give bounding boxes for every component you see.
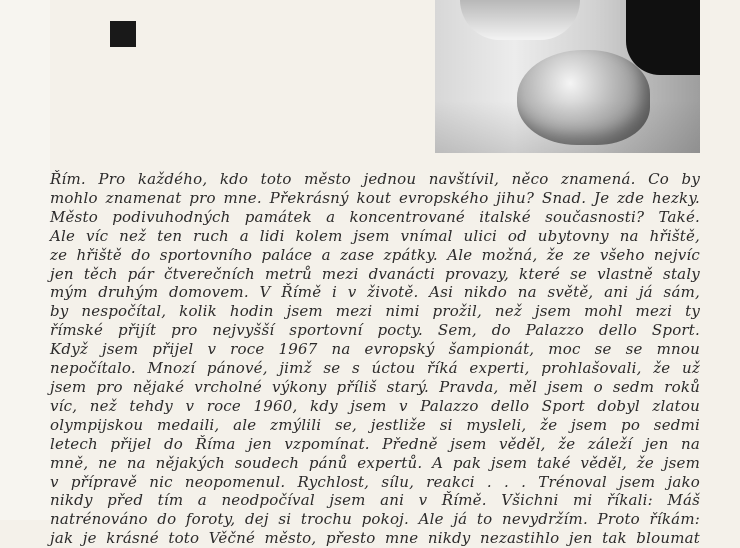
text-line: letech přijel do Říma jen vzpomínat. Předně jsem věděl, že záleží jen na — [50, 434, 700, 453]
text-line: římské přijít pro nejvyšší sportovní pocty. Sem, do Palazzo dello Sport. — [50, 321, 700, 340]
text-line: Ale víc než ten ruch a lidi kolem jsem vnímal ulici od ubytovny na hřiště, — [50, 226, 700, 245]
text-line: jak je krásné toto Věčné město, přesto mne nikdy nezastihlo jen tak bloumat — [50, 529, 700, 548]
text-line: nepočítalo. Mnozí pánové, jimž se s úctou říká experti, prohlašovali, že už — [50, 359, 700, 378]
article-text — [50, 170, 700, 548]
text-line: by nespočítal, kolik hodin jsem mezi nimi prožil, než jsem mohl mezi ty — [50, 302, 700, 321]
text-line: Město podivuhodných památek a koncentrované italské současnosti? Také. — [50, 207, 700, 226]
black-square-mark — [110, 21, 136, 47]
text-line: mým druhým domovem. V Římě i v životě. Asi nikdo na světě, ani já sám, — [50, 283, 700, 302]
text-line: jen těch pár čtverečních metrů mezi dvanácti provazy, které se vlastně staly — [50, 264, 700, 283]
text-line: mohlo znamenat pro mne. Překrásný kout evropského jihu? Snad. Je zde hezky. — [50, 188, 700, 207]
text-line: víc, než tehdy v roce 1960, kdy jsem v Palazzo dello Sport dobyl zlatou — [50, 396, 700, 415]
text-line: natrénováno do foroty, dej si trochu pokoj. Ale já to nevydržím. Proto říkám: — [50, 510, 700, 529]
page-margin — [0, 0, 50, 520]
text-line: jsem pro nějaké vrcholné výkony příliš starý. Pravda, měl jsem o sedm roků — [50, 377, 700, 396]
text-line: Když jsem přijel v roce 1967 na evropský šampionát, moc se se mnou — [50, 340, 700, 359]
photo-dark-area — [626, 0, 700, 75]
text-line: mně, ne na nějakých soudech pánů expertů. A pak jsem také věděl, že jsem — [50, 453, 700, 472]
text-line: ze hřiště do sportovního paláce a zase zpátky. Ale možná, že ze všeho nejvíc — [50, 245, 700, 264]
text-line: nikdy před tím a neodpočíval jsem ani v Římě. Všichni mi říkali: Máš — [50, 491, 700, 510]
text-line: olympijskou medaili, ale zmýlili se, jestliže si mysleli, že jsem po sedmi — [50, 415, 700, 434]
photo-face — [460, 0, 580, 40]
boxer-photo — [435, 0, 700, 153]
text-line: v přípravě nic neopomenul. Rychlost, sílu, reakci . . . Trénoval jsem jako — [50, 472, 700, 491]
text-line: Řím. Pro každého, kdo toto město jednou navštívil, něco znamená. Co by — [50, 170, 700, 188]
photo-shadow — [435, 101, 700, 153]
